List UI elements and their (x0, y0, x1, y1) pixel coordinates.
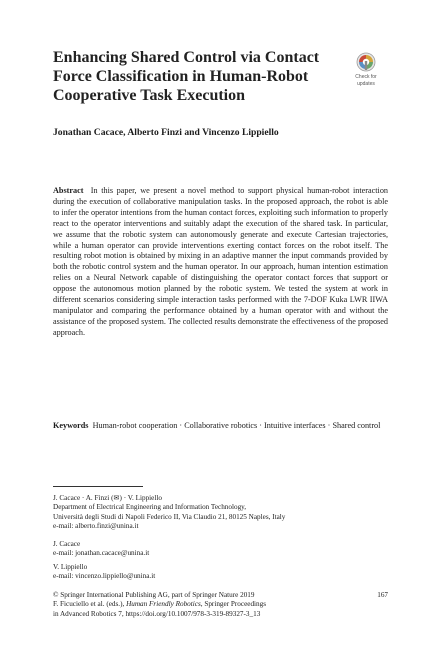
publication-info (53, 591, 388, 619)
check-for-updates-label-line2: updates (357, 80, 375, 87)
keywords (53, 421, 388, 432)
author-lippiello-email[interactable]: e-mail: vincenzo.lippiello@unina.it (53, 572, 156, 581)
copyright-notice: © Springer International Publishing AG, part of Springer Nature 2019 (53, 591, 255, 599)
check-for-updates-label-line1: Check for (355, 74, 377, 80)
affiliation-department: Department of Electrical Engineering and Information Technology, (53, 503, 247, 512)
author-cacace-name: J. Cacace (53, 540, 81, 548)
editors: F. Ficuciello et al. (eds.), (53, 600, 127, 609)
copyright-row (53, 591, 388, 600)
author-lippiello-footnote (53, 563, 388, 582)
book-citation (53, 600, 388, 609)
affiliation-email[interactable]: e-mail: alberto.finzi@unina.it (53, 521, 139, 530)
author-cacace-email[interactable]: e-mail: jonathan.cacace@unina.it (53, 549, 150, 558)
paper-title: Enhancing Shared Control via Contact Force Classification in Human-Robot Cooperative Task Execution (53, 49, 320, 104)
keywords-text: Human-robot cooperation · Collaborative robotics · Intuitive interfaces · Shared control (92, 421, 381, 430)
abstract-text: In this paper, we present a novel method to support physical human-robot interaction during the execution of collaborative manipulation tasks. In the proposed approach, the robot is able to infer the operator intentions from the human contact forces, exploiting such information to properly react to the operator interventions and suitably adapt the execution of the shared task. In particular, we assume that the robotic system can autonomously generate and execute Cartesian trajectories, while a human operator can provide interventions exerting contact forces on the robot itself. The resulting robot motion is obtained by mixing in an adaptive manner the input commands provided by both the robotic control system and the human operator. In our approach, human intention estimation relies on a Neural Network capable of distinguishing the operator contact forces that support or oppose the autonomous motion planned by the robotic system. We tested the system at work in different scenarios considering simple interaction tasks performed with the 7-DOF Kuka LWR IIWA manipulator and comparing the performance obtained by a human operator with and without the assistance of the proposed system. The collected results demonstrate the effectiveness of the proposed approach. (53, 186, 389, 337)
affiliation-university: Università degli Studi di Napoli Federico II, Via Claudio 21, 80125 Naples, Italy (53, 512, 286, 521)
author-cacace-footnote (53, 540, 388, 559)
abstract (53, 186, 388, 339)
keywords-label: Keywords (53, 421, 89, 430)
check-for-updates-icon (356, 52, 376, 74)
author-list: Jonathan Cacace, Alberto Finzi and Vincenzo Lippiello (53, 127, 279, 138)
affiliation-footnote (53, 494, 388, 531)
check-for-updates-badge[interactable] (348, 52, 384, 87)
footnote-divider (53, 486, 143, 487)
affiliation-authors: J. Cacace · A. Finzi (✉) · V. Lippiello (53, 494, 162, 502)
series-name: , Springer Proceedings (200, 600, 267, 609)
page-number: 167 (377, 591, 388, 599)
doi-link[interactable]: in Advanced Robotics 7, https://doi.org/10.1007/978-3-319-89327-3_13 (53, 609, 261, 618)
book-title: Human Friendly Robotics (126, 600, 201, 609)
author-lippiello-name: V. Lippiello (53, 563, 88, 571)
abstract-label: Abstract (53, 186, 84, 195)
